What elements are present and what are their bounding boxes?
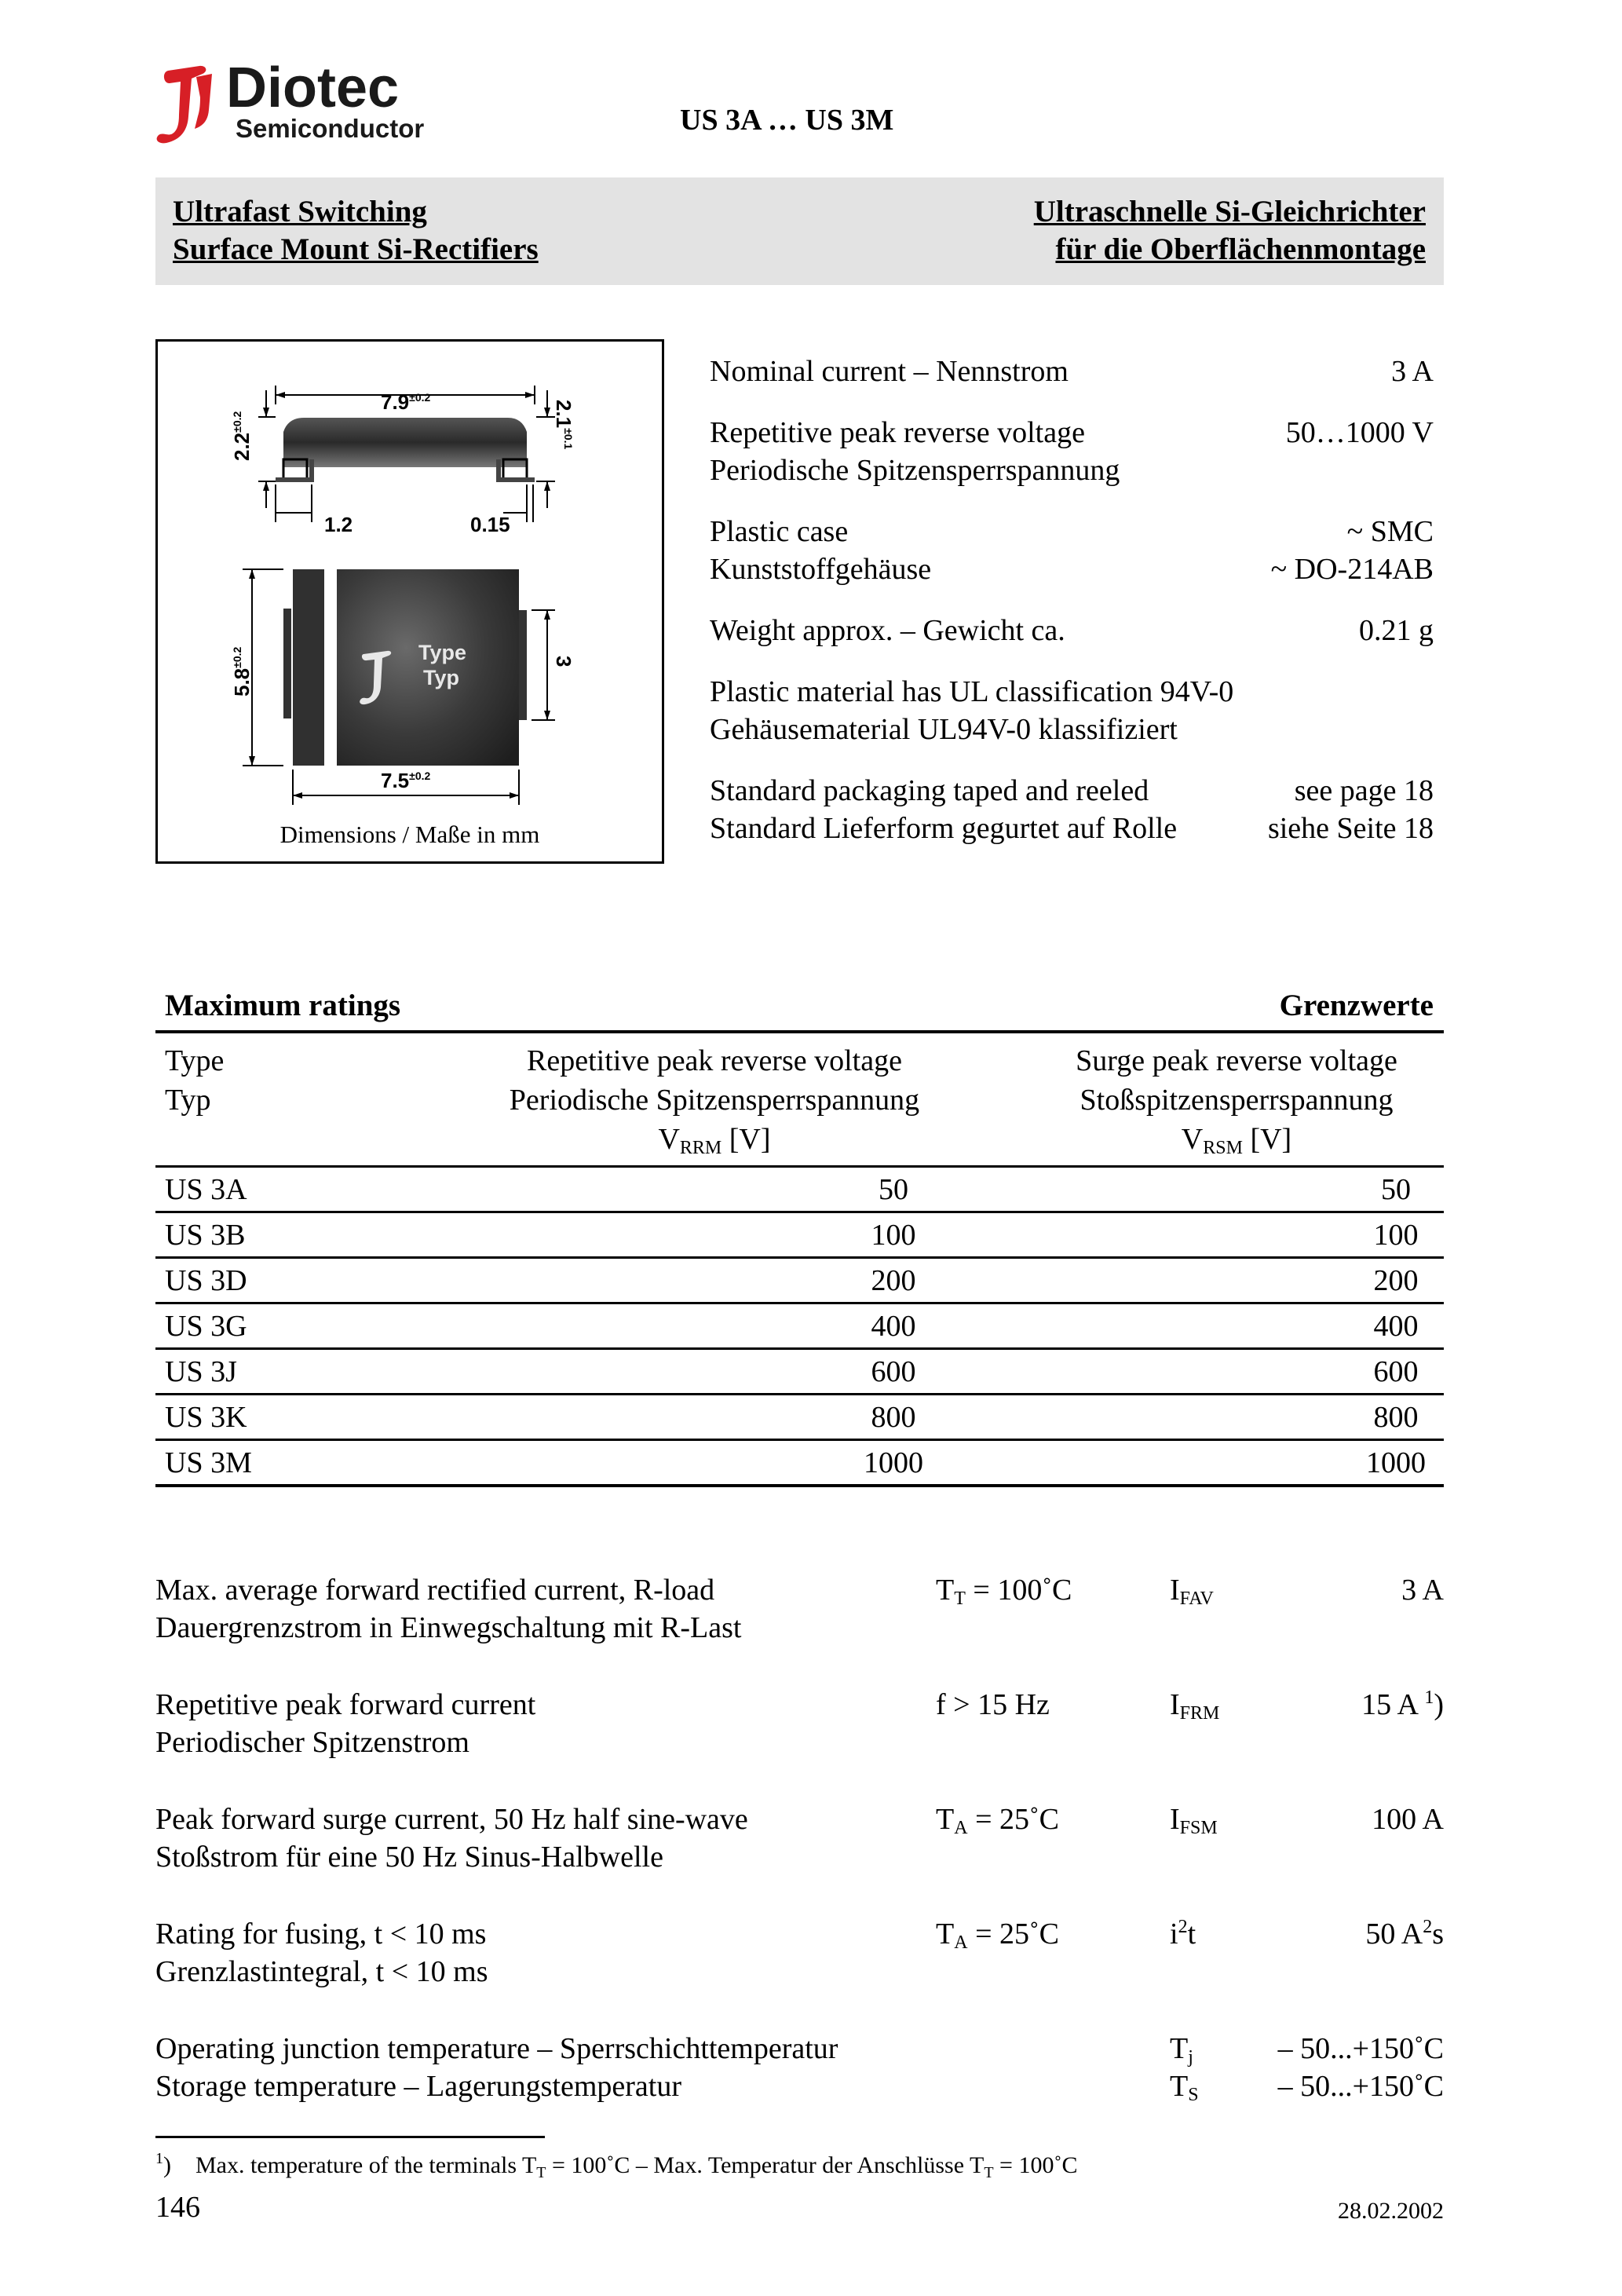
table-rule: [155, 1165, 1444, 1168]
dim-top: $7.9^{\pm 0.2}$: [381, 390, 431, 414]
spec-label: Plastic case: [710, 515, 849, 548]
page-title: US 3A … US 3M: [680, 104, 894, 137]
band-en-line2: Surface Mount Si-Rectifiers: [173, 232, 539, 266]
param-condition: $T_A$ = 25˚C: [936, 1803, 1059, 1838]
param-value: – 50...+150˚C: [1277, 2070, 1444, 2103]
param-symbol: $T_j$: [1170, 2032, 1193, 2067]
spec-value: 0.21 g: [1359, 614, 1434, 647]
type-label: Type Typ: [418, 641, 467, 689]
param-row: Operating junction temperature – Sperrschichttemperatur Storage temperature – Lagerungstemperatur $T_j$ $T_S$ – 50...+150˚C – 50...+150˚C: [155, 2029, 1444, 2108]
param-symbol: $i^2t$: [1170, 1917, 1196, 1951]
footnote-rule: [155, 2136, 545, 2138]
logo: [154, 57, 437, 148]
param-value: – 50...+150˚C: [1277, 2032, 1444, 2065]
table-row: US 3K 800 800: [155, 1398, 1444, 1443]
spec-label: Kunststoffgehäuse: [710, 553, 932, 586]
package-drawing-box: [155, 339, 664, 864]
spec-value: 50…1000 V: [1285, 416, 1434, 449]
dim-thick: 0.15: [470, 513, 510, 536]
spec-label: Gehäusematerial UL94V-0 klassifiziert: [710, 713, 1178, 746]
param-row: Peak forward surge current, 50 Hz half sine-wave Stoßstrom für eine 50 Hz Sinus-Halbwelle $T_A$ = 25˚C $I_{FSM}$ 100 A: [155, 1800, 1444, 1878]
spec-label: Standard packaging taped and reeled: [710, 774, 1149, 807]
spec-value: siehe Seite 18: [1267, 812, 1434, 845]
param-condition: f > 15 Hz: [936, 1688, 1050, 1721]
dim-right: $2.1^{\pm 0.1}$: [552, 400, 575, 450]
footnote: $^1$) Max. temperature of the terminals $T_T$ = 100˚C – Max. Temperatur der Anschlüsse $T_T$ = 100˚C: [155, 2150, 1078, 2181]
table-row: US 3D 200 200: [155, 1261, 1444, 1307]
band-de-line2: für die Oberflächenmontage: [1055, 232, 1426, 266]
spec-label: Weight approx. – Gewicht ca.: [710, 614, 1065, 647]
dim-lead: 1.2: [324, 513, 353, 536]
figure-caption: Dimensions / Maße in mm: [279, 821, 540, 848]
spec-value: ~ DO-214AB: [1270, 553, 1434, 586]
col-vrsm-header: Surge peak reverse voltage Stoßspitzensperrspannung $V_{RSM}$ [V]: [1076, 1044, 1397, 1158]
ratings-title-en: Maximum ratings: [165, 989, 401, 1022]
spec-label: Standard Lieferform gegurtet auf Rolle: [710, 812, 1178, 845]
spec-label: Repetitive peak reverse voltage: [710, 416, 1085, 449]
spec-label: Periodische Spitzensperrspannung: [710, 454, 1120, 487]
col-vrrm-header: Repetitive peak reverse voltage Periodische Spitzensperrspannung $V_{RRM}$ [V]: [509, 1044, 920, 1158]
param-value: 15 A $^1$): [1361, 1687, 1444, 1721]
logo-sub: Semiconductor: [236, 114, 425, 143]
param-condition: $T_A$ = 25˚C: [936, 1918, 1059, 1953]
dim-left: $2.2^{\pm 0.2}$: [230, 411, 254, 461]
spec-value: 3 A: [1391, 355, 1434, 388]
param-symbol: $I_{FAV}$: [1170, 1574, 1214, 1609]
page-number: 146: [155, 2191, 200, 2224]
table-row: US 3M 1000 1000: [155, 1443, 1444, 1489]
spec-label: Nominal current – Nennstrom: [710, 355, 1069, 388]
param-value: 50 $A^2s$: [1365, 1917, 1444, 1951]
spec-label: Plastic material has UL classification 94V-0: [710, 675, 1234, 708]
param-symbol: $T_S$: [1170, 2070, 1199, 2105]
dim-pad: 3: [552, 656, 575, 667]
param-symbol: $I_{FRM}$: [1170, 1688, 1220, 1724]
param-row: Repetitive peak forward current Periodischer Spitzenstrom f > 15 Hz $I_{FRM}$ 15 A $^1$): [155, 1685, 1444, 1764]
table-row: US 3J 600 600: [155, 1352, 1444, 1398]
band-de-line1: Ultraschnelle Si-Gleichrichter: [1033, 195, 1426, 229]
band-en-line1: Ultrafast Switching: [173, 195, 427, 229]
document-date: 28.02.2002: [1338, 2198, 1444, 2224]
col-type-header: Type Typ: [165, 1044, 225, 1117]
diotec-logo-icon: [154, 61, 225, 148]
table-row: US 3B 100 100: [155, 1216, 1444, 1261]
dim-height: $5.8^{\pm 0.2}$: [230, 646, 254, 696]
param-condition: $T_T$ = 100˚C: [936, 1574, 1072, 1609]
param-row: Rating for fusing, t < 10 ms Grenzlastintegral, t < 10 ms $T_A$ = 25˚C $i^2t$ 50 $A^2s$: [155, 1914, 1444, 1993]
param-value: 100 A: [1372, 1803, 1444, 1836]
param-symbol: $I_{FSM}$: [1170, 1803, 1218, 1838]
param-row: Max. average forward rectified current, R-load Dauergrenzstrom in Einwegschaltung mit R-Last $T_T$ = 100˚C $I_{FAV}$ 3 A: [155, 1570, 1444, 1649]
param-value: 3 A: [1401, 1574, 1444, 1607]
spec-value: ~ SMC: [1346, 515, 1434, 548]
dim-width: $7.5^{\pm 0.2}$: [381, 769, 431, 792]
logo-name: Diotec: [226, 57, 400, 119]
spec-value: see page 18: [1294, 774, 1434, 807]
ratings-title-de: Grenzwerte: [1279, 989, 1434, 1022]
table-row: US 3A 50 50: [155, 1170, 1444, 1216]
table-rule: [155, 1030, 1444, 1033]
table-row: US 3G 400 400: [155, 1307, 1444, 1352]
